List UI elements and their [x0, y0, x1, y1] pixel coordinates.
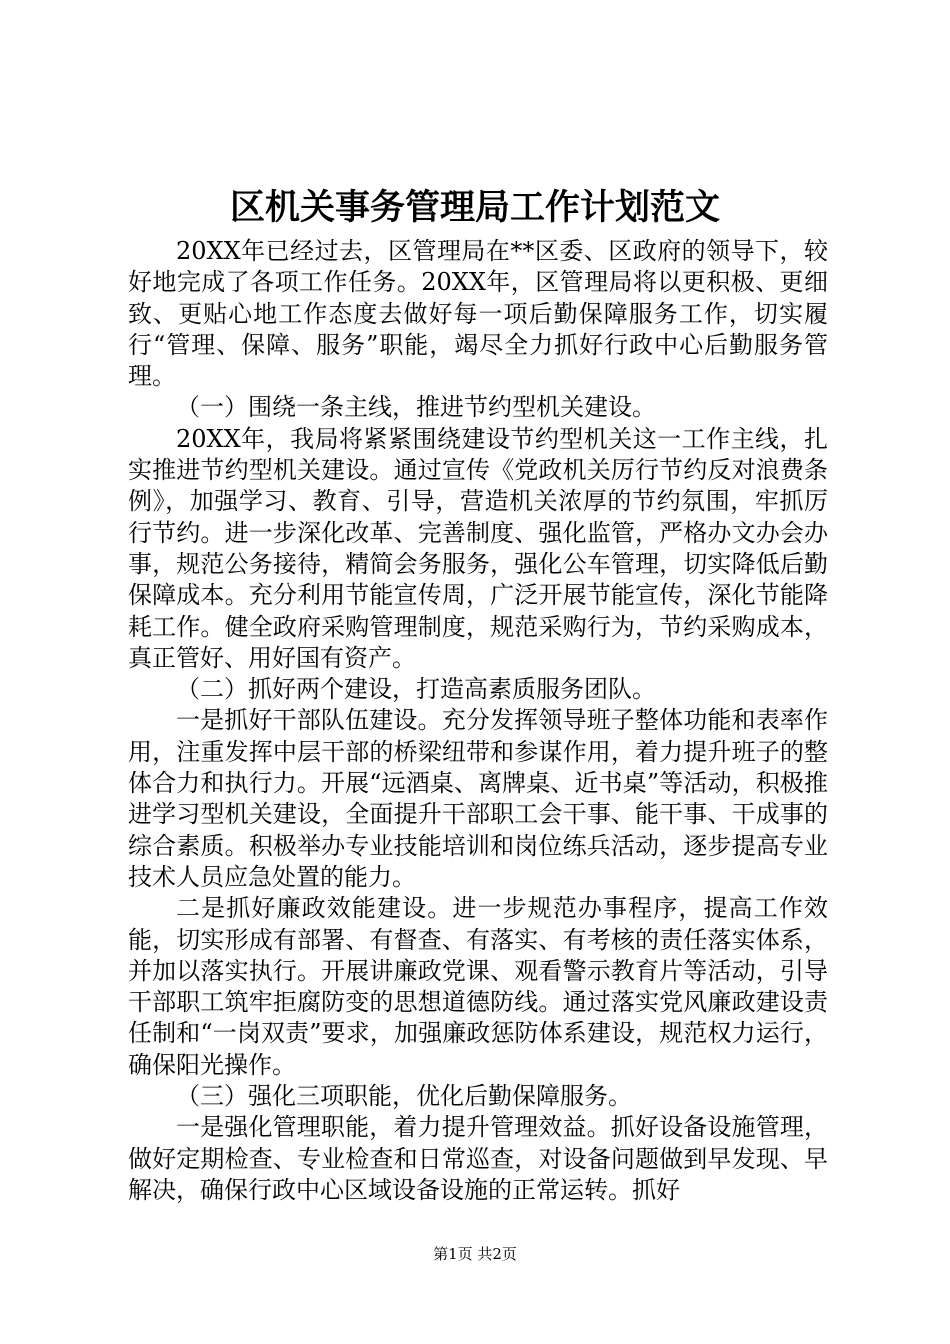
paragraph-intro: 20XX年已经过去，区管理局在**区委、区政府的领导下，较好地完成了各项工作任务。20XX年，区管理局将以更积极、更细致、更贴心地工作态度去做好每一项后勤保障服务工作，切实履行“管理、保障、服务”职能，竭尽全力抓好行政中心后勤服务管理。 — [128, 237, 828, 391]
section-heading-1: （一）围绕一条主线，推进节约型机关建设。 — [176, 393, 656, 422]
section-heading-2: （二）抓好两个建设，打造高素质服务团队。 — [176, 675, 656, 704]
paragraph-section-2-b: 二是抓好廉政效能建设。进一步规范办事程序，提高工作效能，切实形成有部署、有督查、有落实、有考核的责任落实体系，并加以落实执行。开展讲廉政党课、观看警示教育片等活动，引导干部职工筑牢拒腐防变的思想道德防线。通过落实党风廉政建设责任制和“一岗双责”要求，加强廉政惩防体系建设，规范权力运行，确保阳光操作。 — [128, 894, 828, 1079]
paragraph-section-3-a: 一是强化管理职能，着力提升管理效益。抓好设备设施管理，做好定期检查、专业检查和日常巡查，对设备问题做到早发现、早解决，确保行政中心区域设备设施的正常运转。抓好 — [128, 1113, 828, 1204]
document-body — [128, 236, 828, 1206]
paragraph-section-2-a: 一是抓好干部队伍建设。充分发挥领导班子整体功能和表率作用，注重发挥中层干部的桥梁纽带和参谋作用，着力提升班子的整体合力和执行力。开展“远酒桌、离牌桌、近书桌”等活动，积极推进学习型机关建设，全面提升干部职工会干事、能干事、干成事的综合素质。积极举办专业技能培训和岗位练兵活动，逐步提高专业技术人员应急处置的能力。 — [128, 706, 828, 891]
paragraph-section-1: 20XX年，我局将紧紧围绕建设节约型机关这一工作主线，扎实推进节约型机关建设。通过宣传《党政机关厉行节约反对浪费条例》，加强学习、教育、引导，营造机关浓厚的节约氛围，牢抓厉行节约。进一步深化改革、完善制度、强化监管，严格办文办会办事，规范公务接待，精简会务服务，强化公车管理，切实降低后勤保障成本。充分利用节能宣传周，广泛开展节能宣传，深化节能降耗工作。健全政府采购管理制度，规范采购行为，节约采购成本，真正管好、用好国有资产。 — [128, 424, 828, 672]
document-title: 区机关事务管理局工作计划范文 — [229, 187, 720, 228]
page-footer: 第1页 共2页 — [433, 1245, 517, 1263]
section-heading-3: （三）强化三项职能，优化后勤保障服务。 — [176, 1082, 632, 1111]
